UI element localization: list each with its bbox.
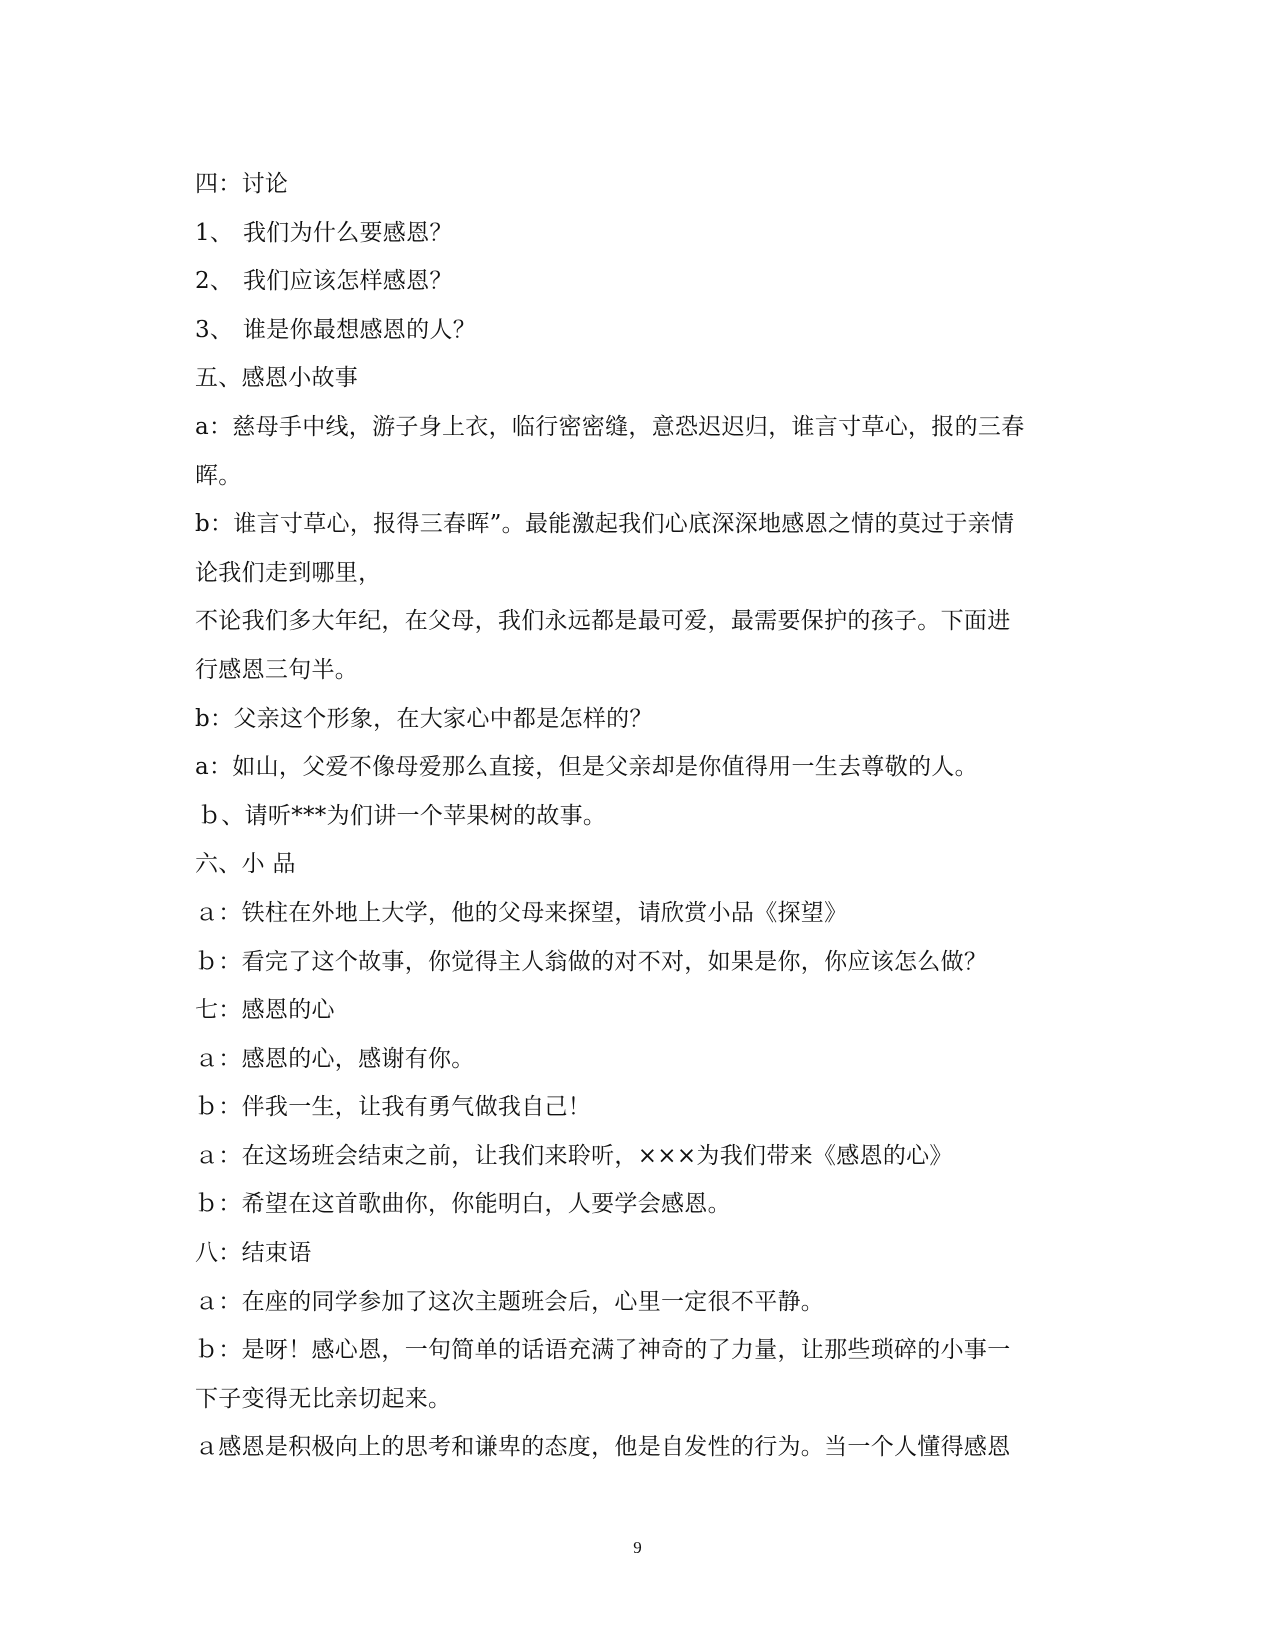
section-heading-conclusion: 八：结束语 [195, 1240, 312, 1267]
paragraph-line: ａ感恩是积极向上的思考和谦卑的态度，他是自发性的行为。当一个人懂得感恩 [195, 1434, 1011, 1461]
section-heading-story: 五、感恩小故事 [195, 365, 359, 392]
list-item [195, 257, 1085, 306]
paragraph-line: 不论我们多大年纪，在父母，我们永远都是最可爱，最需要保护的孩子。下面进 [195, 608, 1011, 635]
paragraph-line: ａ：在这场班会结束之前，让我们来聆听，×××为我们带来《感恩的心》 [195, 1142, 953, 1169]
paragraph-line: a：如山，父爱不像母爱那么直接，但是父亲却是你值得用一生去尊敬的人。 [195, 754, 978, 781]
paragraph-line: ｂ：看完了这个故事，你觉得主人翁做的对不对，如果是你，你应该怎么做？ [195, 948, 988, 975]
section-heading-discussion: 四：讨论 [195, 171, 289, 197]
section-heading-grateful-heart: 七：感恩的心 [195, 997, 335, 1024]
paragraph-line: ｂ：是呀！感心恩，一句简单的话语充满了神奇的了力量，让那些琐碎的小事一 [195, 1337, 1011, 1364]
document-body [195, 160, 1085, 1472]
list-number: 2、 [195, 268, 234, 295]
list-number: 3、 [195, 316, 234, 343]
paragraph-line: ａ：铁柱在外地上大学，他的父母来探望，请欣赏小品《探望》 [195, 899, 848, 926]
paragraph-line: b：谁言寸草心，报得三春晖”。最能激起我们心底深深地感恩之情的莫过于亲情 [195, 511, 1015, 538]
page-number: 9 [633, 1538, 642, 1557]
paragraph-line: ｂ、请听***为们讲一个苹果树的故事。 [198, 802, 607, 829]
list-text: 我们应该怎样感恩？ [243, 268, 453, 295]
list-item [195, 209, 1085, 258]
list-text: 谁是你最想感恩的人？ [243, 316, 476, 343]
paragraph-line: b：父亲这个形象，在大家心中都是怎样的？ [195, 705, 653, 732]
section-heading-skit: 六、小 品 [195, 851, 296, 878]
paragraph-line: a：慈母手中线，游子身上衣，临行密密缝，意恐迟迟归，谁言寸草心，报的三春 [195, 413, 1025, 440]
list-number: 1、 [195, 219, 234, 246]
paragraph-line: ａ：在座的同学参加了这次主题班会后，心里一定很不平静。 [195, 1288, 825, 1315]
paragraph-line: ａ：感恩的心，感谢有你。 [195, 1045, 475, 1072]
paragraph-line: ｂ：伴我一生，让我有勇气做我自己！ [195, 1094, 592, 1121]
paragraph-line: ｂ：希望在这首歌曲你，你能明白，人要学会感恩。 [195, 1191, 731, 1218]
list-text: 我们为什么要感恩？ [243, 219, 453, 246]
paragraph-line: 晖。 [195, 462, 242, 489]
paragraph-line: 论我们走到哪里， [195, 559, 382, 586]
paragraph-line: 下子变得无比亲切起来。 [195, 1385, 452, 1412]
paragraph-line: 行感恩三句半。 [195, 656, 359, 683]
list-item [195, 306, 1085, 355]
